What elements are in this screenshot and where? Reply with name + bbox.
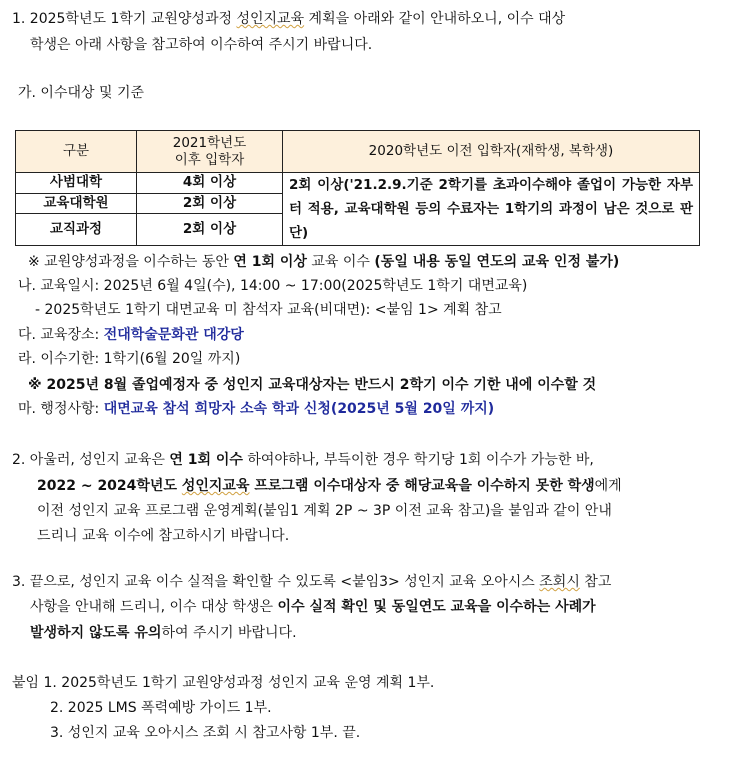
- text: 연 1회 이수: [169, 452, 243, 468]
- text: 연 1회 이상: [233, 254, 307, 270]
- spellcheck-text: 조회시: [539, 574, 580, 590]
- para-2-line-4: 드리니 교육 이수에 참고하시기 바랍니다.: [37, 528, 290, 544]
- para-3-line-2: [30, 598, 596, 616]
- th-category: 구분: [16, 131, 137, 173]
- cell: 2회 이상: [137, 193, 283, 214]
- text: 사항을 안내해 드리니, 이수 대상 학생은: [30, 599, 278, 615]
- text: 하여야하나, 부득이한 경우 학기당 1회 이수가 가능한 바,: [242, 452, 594, 468]
- para-3-line-1: [12, 573, 611, 591]
- text: 하여 주시기 바랍니다.: [161, 625, 297, 641]
- text: 이수 실적 확인 및 동일연도 교육을 이수하는 사례가: [277, 599, 596, 615]
- text: 전대학술문화관 대강당: [103, 327, 244, 343]
- text: 계획을 아래와 같이 안내하오니, 이수 대상: [304, 11, 566, 27]
- text: 대면교육 참석 희망자 소속 학과 신청(2025년 5월 20일 까지): [103, 401, 495, 417]
- text: 3. 끝으로, 성인지 교육 이수 실적을 확인할 수 있도록 <붙임3> 성인지 교육 오아시스: [12, 574, 540, 590]
- attachment-3: 3. 성인지 교육 오아시스 조회 시 참고사항 1부. 끝.: [50, 725, 361, 741]
- cell: 교직과정: [16, 214, 137, 246]
- cell: 사범대학: [16, 173, 137, 194]
- criteria-table: [15, 130, 700, 246]
- para-2-line-1: [12, 451, 594, 469]
- text: 2022 ~ 2024학년도: [37, 478, 182, 494]
- cell: 교육대학원: [16, 193, 137, 214]
- text: 2. 아울러, 성인지 교육은: [12, 452, 170, 468]
- section-ma: [18, 400, 494, 418]
- text: (동일 내용 동일 연도의 교육 인정 불가): [374, 254, 620, 270]
- cell: 2회 이상: [137, 214, 283, 246]
- text: 1. 2025학년도 1학기 교원양성과정: [12, 11, 237, 27]
- note-1: [28, 253, 619, 271]
- cell-note: 2회 이상('21.2.9.기준 2학기를 초과이수해야 졸업이 가능한 자부터 적용, 교육대학원 등의 수료자는 1학기의 과정이 남은 것으로 판단): [283, 173, 700, 246]
- spellcheck-text: 성인지교육: [236, 11, 305, 27]
- spellcheck-text: 성인지교육: [181, 478, 250, 494]
- section-ra: 라. 이수기한: 1학기(6월 20일 까지): [18, 351, 241, 367]
- text: 에게: [594, 478, 622, 494]
- section-ga: 가. 이수대상 및 기준: [18, 85, 144, 101]
- text: 이후 입학자: [174, 151, 245, 168]
- cell: 4회 이상: [137, 173, 283, 194]
- text: 발생하지 않도록 유의: [30, 625, 162, 641]
- para-1-line-1: [12, 10, 565, 28]
- section-na: 나. 교육일시: 2025년 6월 4일(수), 14:00 ~ 17:00(2025학년도 1학기 대면교육): [18, 278, 528, 294]
- text: 마. 행정사항:: [18, 401, 104, 417]
- note-2: ※ 2025년 8월 졸업예정자 중 성인지 교육대상자는 반드시 2학기 이수 기한 내에 이수할 것: [28, 377, 597, 393]
- text: 프로그램 이수대상자 중 해당교육을 이수하지 못한 학생: [249, 478, 595, 494]
- para-2-line-2: [37, 477, 622, 495]
- text: 2021학년도: [172, 134, 247, 151]
- th-2020: 2020학년도 이전 입학자(재학생, 복학생): [283, 131, 700, 173]
- text: ※ 교원양성과정을 이수하는 동안: [28, 254, 234, 270]
- para-1-line-2: 학생은 아래 사항을 참고하여 이수하여 주시기 바랍니다.: [30, 37, 373, 53]
- th-2021: [137, 131, 283, 173]
- attachment-1: 붙임 1. 2025학년도 1학기 교원양성과정 성인지 교육 운영 계획 1부.: [12, 675, 435, 691]
- text: 교육 이수: [306, 254, 375, 270]
- attachment-2: 2. 2025 LMS 폭력예방 가이드 1부.: [50, 700, 272, 716]
- para-2-line-3: 이전 성인지 교육 프로그램 운영계획(붙임1 계획 2P ~ 3P 이전 교육 참고)을 붙임과 같이 안내: [37, 503, 612, 519]
- para-3-line-3: [30, 624, 297, 642]
- text: 참고: [579, 574, 612, 590]
- section-da: [18, 326, 244, 344]
- text: 다. 교육장소:: [18, 327, 104, 343]
- section-na-sub: - 2025학년도 1학기 대면교육 미 참석자 교육(비대면): <붙임 1> 계획 참고: [35, 302, 502, 318]
